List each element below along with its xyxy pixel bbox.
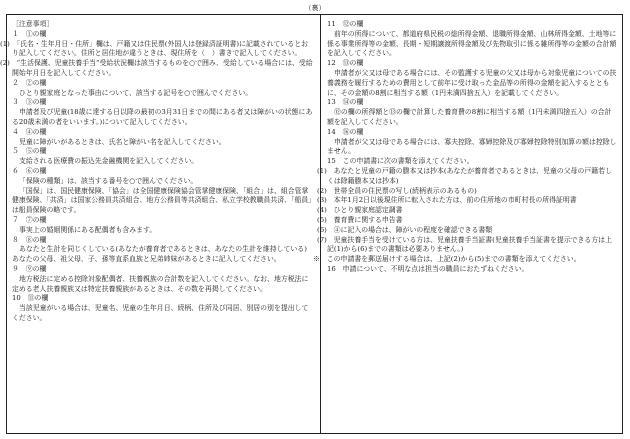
section-heading: ２ ②の欄 bbox=[12, 78, 47, 87]
section-heading: 13 ⑭の欄 bbox=[327, 98, 364, 107]
note-text: 申請者が父又は母である場合には、その監護する児童の父又は母から対象児童についての扶養義務を履行するための費用として前年に受け取った金品等の所得の金額を記入するとともに、その金額の8割に相当する額（1円未満四捨五入）を記載してください。 bbox=[327, 68, 617, 97]
note-text: 支給される医療費の振込先金融機関を記入してください。 bbox=[19, 157, 199, 166]
section-heading: ６ ⑥の欄 bbox=[12, 166, 47, 175]
section-heading: 12 ⑬の欄 bbox=[327, 59, 364, 68]
note-text: 事実上の婚姻関係にある配偶者も含みます。 bbox=[19, 225, 157, 234]
note-text: (4) ひとり親家庭認定調書 bbox=[317, 206, 403, 215]
section-heading: ８ ⑧の欄 bbox=[12, 235, 47, 244]
note-text: (1) 「氏名・生年月日・住所」欄は、戸籍又は住民票(外国人は登録済証明書)に記載されているとおり記入してください。住所と居住地が違うときは、現住所を（ ）書きで記入してください。 bbox=[0, 39, 308, 58]
section-heading: １ ①の欄 bbox=[12, 29, 47, 38]
section-heading: ３ ③の欄 bbox=[12, 98, 47, 107]
note-text: 申請者が父又は母である場合には、寡夫控除、寡婦控除及び寡婦控除特別加算の額は控除しません。 bbox=[327, 137, 617, 156]
left-column bbox=[0, 20, 313, 324]
note-text: (2) “生活保護、児童扶養手当”受給状況欄は該当するものを○で囲み、受給している場合には、受給開始年月日を記入してください。 bbox=[0, 59, 313, 77]
note-text: 児童に障がいがあるときは、氏名と障がい名を記入してください。 bbox=[19, 137, 226, 146]
section-heading: ５ ⑤の欄 bbox=[12, 147, 47, 156]
note-text: 「保険の種類」は、該当する番号を○で囲んでください。 bbox=[19, 176, 198, 185]
note-text: (2) 世帯全員の住民票の写し(続柄表示のあるもの) bbox=[317, 186, 477, 195]
note-text: (7) 児童扶養手当を受けている方は、児童扶養手当証書(児童扶養手当証書を提示できる方は上記(1)から(6)までの書類は必要ありません。) bbox=[317, 235, 612, 254]
section-heading: 14 ⑯の欄 bbox=[327, 127, 364, 136]
note-text: 「国保」は、国民健康保険、「協会」は全国健康保険協会管掌健康保険、「組合」は、組合管掌健康保険、「共済」は国家公務員共済組合、地方公務員等共済組合、私立学校教職員共済、「船員」は船員保険の略です。 bbox=[12, 186, 312, 215]
section-heading: ４ ④の欄 bbox=[12, 127, 47, 136]
section-heading: ７ ⑦の欄 bbox=[12, 215, 47, 224]
note-text: ひとり親家庭となった事由について、該当する記号を○で囲んでください。 bbox=[19, 88, 253, 97]
note-text: ⑫の欄の所得額と⑬の欄で計算した養育費の8割に相当する額（1円未満四捨五入）の合計額を記入してください。 bbox=[327, 108, 612, 126]
note-text: (3) 本年1月2日以後現住所に転入された方は、前の住所地の市町村長の所得証明書 bbox=[317, 196, 577, 205]
section-heading: ９ ⑨の欄 bbox=[12, 264, 47, 273]
note-text: (6) ④に記入の場合は、障がいの程度を確認できる書類 bbox=[317, 225, 493, 234]
note-text: 前年の所得について、都道府県民税の総所得金額、退職所得金額、山林所得金額、土地等に係る事業所得等の金額、長期・短期譲渡所得金額及び先物取引に係る雑所得等の金額の合計額を記入してください。 bbox=[327, 29, 617, 58]
page-side-label: （裏） bbox=[304, 4, 326, 12]
note-text: 地方税法に定める控除対象配偶者、扶養親族の合計数を記入してください。なお、地方税法に定める老人扶養親族又は特定扶養親族があるときは、その数を再掲してください。 bbox=[12, 274, 309, 293]
section-heading: 11 ⑫の欄 bbox=[327, 20, 364, 28]
section-heading: 10 ⑪の欄 bbox=[12, 294, 49, 303]
note-text: 申請者及び児童(18歳に達する日以降の最初の3月31日までの間にある者又は障がいの状態にある20歳未満の者をいいます。)について記入してください。 bbox=[12, 108, 313, 126]
section-heading: 15 この申請書に次の書類を添えてください。 bbox=[327, 157, 474, 166]
right-column bbox=[313, 20, 617, 275]
notes-sheet bbox=[0, 14, 623, 434]
note-text: (1) あなたと児童の戸籍の謄本又は抄本(あなたが養育者であるときは、児童の父母の戸籍若しくは除籍謄本又は抄本) bbox=[317, 166, 612, 185]
note-text: ※ この申請書を郵送届けする場合は、上記(2)から(5)までの書類を添えてください。 bbox=[313, 255, 581, 264]
note-text: 当該児童がいる場合は、児童名、児童の生年月日、続柄、住所及び同居、別居の別を提出してください。 bbox=[12, 304, 309, 322]
note-text: あなたと生計を同じくしている(あなたが養育者であるときは、あなたの生計を維持している)あなたの父母、祖父母、子、孫等直系血族と兄弟姉妹があるときに記入してください。 bbox=[12, 245, 307, 264]
section-heading: 16 申請について、不明な点は担当の職員におたずねください。 bbox=[327, 264, 529, 273]
note-text: (5) 養育費に関する申告書 bbox=[317, 215, 403, 224]
section-heading: ［注意事項］ bbox=[12, 20, 54, 28]
